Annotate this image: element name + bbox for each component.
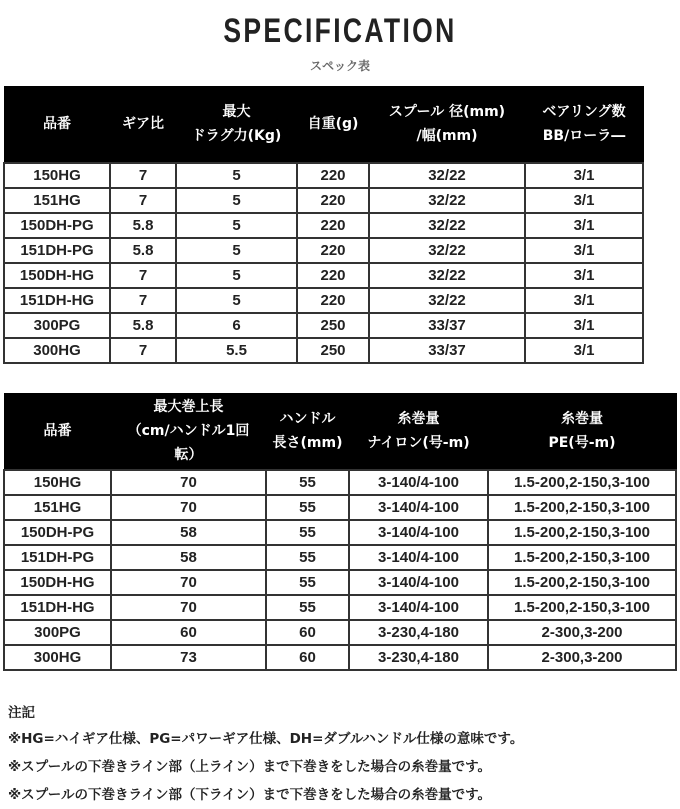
cell: 151DH-HG	[4, 288, 110, 313]
table-header-row	[4, 393, 676, 470]
cell: 5	[176, 263, 297, 288]
cell: 3-140/4-100	[349, 470, 488, 495]
cell: 55	[266, 595, 349, 620]
col-header-spool: スプール 径(mm) /幅(mm)	[369, 86, 525, 163]
cell: 70	[111, 570, 266, 595]
cell: 220	[297, 213, 369, 238]
cell: 150DH-HG	[4, 570, 111, 595]
cell: 55	[266, 570, 349, 595]
cell: 5	[176, 163, 297, 188]
table-row	[4, 595, 676, 620]
col-header-retrieve: 最大巻上長 （cm/ハンドル1回 転）	[111, 393, 266, 470]
cell: 1.5-200,2-150,3-100	[488, 470, 676, 495]
cell: 32/22	[369, 213, 525, 238]
cell: 73	[111, 645, 266, 670]
cell: 3-140/4-100	[349, 495, 488, 520]
cell: 3/1	[525, 313, 643, 338]
col-header-max-drag: 最大 ドラグ力(Kg)	[176, 86, 297, 163]
spec-table-main	[3, 86, 644, 364]
cell: 150DH-PG	[4, 520, 111, 545]
cell: 300PG	[4, 313, 110, 338]
cell: 151DH-PG	[4, 238, 110, 263]
table-row	[4, 470, 676, 495]
table-row	[4, 495, 676, 520]
cell: 5.5	[176, 338, 297, 363]
cell: 60	[266, 620, 349, 645]
cell: 1.5-200,2-150,3-100	[488, 570, 676, 595]
cell: 5	[176, 288, 297, 313]
table-header-row	[4, 86, 643, 163]
cell: 300HG	[4, 645, 111, 670]
cell: 2-300,3-200	[488, 620, 676, 645]
col-header-model: 品番	[4, 393, 111, 470]
cell: 7	[110, 188, 176, 213]
cell: 3/1	[525, 163, 643, 188]
table-row	[4, 338, 643, 363]
table-row	[4, 520, 676, 545]
cell: 32/22	[369, 163, 525, 188]
col-header-bearings: ベアリング数 BB/ローラ―	[525, 86, 643, 163]
cell: 220	[297, 238, 369, 263]
table-row	[4, 545, 676, 570]
cell: 1.5-200,2-150,3-100	[488, 595, 676, 620]
cell: 3/1	[525, 238, 643, 263]
table-row	[4, 620, 676, 645]
cell: 55	[266, 470, 349, 495]
notes-section	[8, 701, 678, 809]
cell: 33/37	[369, 338, 525, 363]
cell: 1.5-200,2-150,3-100	[488, 495, 676, 520]
col-header-nylon-capacity: 糸巻量 ナイロン(号-m)	[349, 393, 488, 470]
cell: 3/1	[525, 213, 643, 238]
cell: 3/1	[525, 338, 643, 363]
cell: 33/37	[369, 313, 525, 338]
cell: 32/22	[369, 288, 525, 313]
page-title: SPECIFICATION	[223, 12, 457, 50]
cell: 55	[266, 520, 349, 545]
cell: 150HG	[4, 470, 111, 495]
table-row	[4, 288, 643, 313]
col-header-weight: 自重(g)	[297, 86, 369, 163]
cell: 300PG	[4, 620, 111, 645]
cell: 55	[266, 545, 349, 570]
cell: 60	[266, 645, 349, 670]
cell: 7	[110, 338, 176, 363]
col-header-gear-ratio: ギア比	[110, 86, 176, 163]
cell: 1.5-200,2-150,3-100	[488, 545, 676, 570]
cell: 70	[111, 595, 266, 620]
table-row	[4, 645, 676, 670]
cell: 32/22	[369, 263, 525, 288]
table-row	[4, 163, 643, 188]
cell: 5	[176, 238, 297, 263]
note-item: ※スプールの下巻きライン部（下ライン）まで下巻きをした場合の糸巻量です。	[8, 787, 492, 803]
cell: 5.8	[110, 238, 176, 263]
cell: 150HG	[4, 163, 110, 188]
cell: 7	[110, 263, 176, 288]
spec-table-line	[3, 393, 677, 671]
table-row	[4, 188, 643, 213]
cell: 32/22	[369, 188, 525, 213]
cell: 32/22	[369, 238, 525, 263]
cell: 3/1	[525, 188, 643, 213]
cell: 7	[110, 163, 176, 188]
cell: 60	[111, 620, 266, 645]
cell: 250	[297, 313, 369, 338]
cell: 220	[297, 188, 369, 213]
note-item: ※スプールの下巻きライン部（上ライン）まで下巻きをした場合の糸巻量です。	[8, 759, 492, 775]
cell: 7	[110, 288, 176, 313]
cell: 5	[176, 188, 297, 213]
cell: 151DH-HG	[4, 595, 111, 620]
cell: 3/1	[525, 288, 643, 313]
cell: 150DH-HG	[4, 263, 110, 288]
cell: 58	[111, 520, 266, 545]
cell: 70	[111, 470, 266, 495]
cell: 151DH-PG	[4, 545, 111, 570]
notes-heading: 注記	[8, 705, 35, 721]
cell: 5	[176, 213, 297, 238]
table-row	[4, 313, 643, 338]
cell: 6	[176, 313, 297, 338]
cell: 5.8	[110, 313, 176, 338]
note-item: ※HG=ハイギア仕様、PG=パワーギア仕様、DH=ダブルハンドル仕様の意味です。	[8, 731, 524, 747]
cell: 151HG	[4, 495, 111, 520]
cell: 3/1	[525, 263, 643, 288]
cell: 5.8	[110, 213, 176, 238]
cell: 70	[111, 495, 266, 520]
cell: 300HG	[4, 338, 110, 363]
col-header-pe-capacity: 糸巻量 PE(号-m)	[488, 393, 676, 470]
cell: 3-140/4-100	[349, 570, 488, 595]
cell: 2-300,3-200	[488, 645, 676, 670]
page-subtitle: スペック表	[309, 59, 370, 73]
cell: 3-140/4-100	[349, 545, 488, 570]
col-header-handle-length: ハンドル 長さ(mm)	[266, 393, 349, 470]
cell: 58	[111, 545, 266, 570]
table-row	[4, 263, 643, 288]
table-row	[4, 570, 676, 595]
table-row	[4, 213, 643, 238]
cell: 220	[297, 163, 369, 188]
cell: 220	[297, 288, 369, 313]
cell: 3-140/4-100	[349, 595, 488, 620]
cell: 55	[266, 495, 349, 520]
cell: 3-230,4-180	[349, 645, 488, 670]
cell: 250	[297, 338, 369, 363]
cell: 1.5-200,2-150,3-100	[488, 520, 676, 545]
cell: 220	[297, 263, 369, 288]
cell: 151HG	[4, 188, 110, 213]
cell: 3-230,4-180	[349, 620, 488, 645]
cell: 150DH-PG	[4, 213, 110, 238]
cell: 3-140/4-100	[349, 520, 488, 545]
table-row	[4, 238, 643, 263]
col-header-model: 品番	[4, 86, 110, 163]
